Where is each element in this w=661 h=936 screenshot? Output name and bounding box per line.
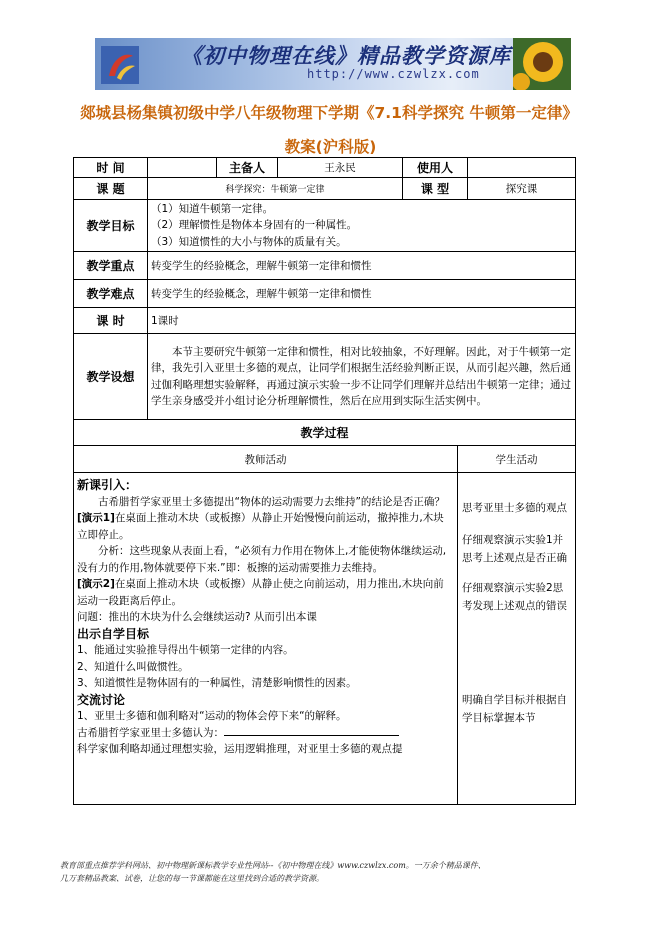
page-footer xyxy=(60,859,620,885)
self-study-heading: 出示自学目标 xyxy=(77,626,150,641)
self-study-goal: 1、能通过实验推导得出牛顿第一定律的内容。 xyxy=(77,644,294,656)
demo2-paragraph xyxy=(77,576,454,609)
type-value: 探究课 xyxy=(468,178,576,200)
user-label: 使用人 xyxy=(403,158,468,178)
demo1-text: 在桌面上推动木块（或板擦）从静止开始慢慢向前运动，撤掉推力,木块立即停止。 xyxy=(77,512,444,541)
footer-line: 教育部重点推荐学科网站、初中物理新课标教学专业性网站--《初中物理在线》www.czwlzx.com。一万余个精品课件、 xyxy=(60,861,486,870)
student-activity: 仔细观察演示实验2思考发现上述观点的错误 xyxy=(462,582,567,612)
banner-url[interactable]: http://www.czwlzx.com xyxy=(307,67,480,81)
topic-value: 科学探究：牛顿第一定律 xyxy=(148,178,403,200)
goal-item: （1）知道牛顿第一定律。 xyxy=(151,202,274,215)
document-title: 郯城县杨集镇初级中学八年级物理下学期《7.1科学探究 牛顿第一定律》 xyxy=(80,104,578,122)
demo2-tag: [演示2] xyxy=(77,578,115,590)
type-label: 课 型 xyxy=(403,178,468,200)
discussion-prompt: 古希腊哲学家亚里士多德认为： xyxy=(77,726,224,739)
discussion-item xyxy=(77,725,454,742)
goal-item: （2）理解惯性是物体本身固有的一种属性。 xyxy=(151,219,358,232)
goal-item: （3）知道惯性的大小与物体的质量有关。 xyxy=(151,235,347,248)
goals-label: 教学目标 xyxy=(74,200,148,252)
discussion-item: 1、亚里士多德和伽利略对“运动的物体会停下来“的解释。 xyxy=(77,710,347,722)
footer-line: 几万套精品教案、试卷，让您的每一节课都能在这里找到合适的教学资源。 xyxy=(60,874,324,883)
key-value: 转变学生的经验概念，理解牛顿第一定律和惯性 xyxy=(148,252,576,280)
user-value xyxy=(468,158,576,178)
time-label: 时 间 xyxy=(74,158,148,178)
goals-list xyxy=(148,200,576,252)
document-subtitle: 教案(沪科版) xyxy=(284,138,377,156)
teacher-activities xyxy=(74,473,458,805)
demo1-tag: [演示1] xyxy=(77,512,115,524)
key-label: 教学重点 xyxy=(74,252,148,280)
student-activity: 明确自学目标并根据自学目标掌握本节 xyxy=(462,694,567,724)
sunflower-icon xyxy=(513,38,571,90)
student-column-header: 学生活动 xyxy=(458,446,576,473)
site-logo-icon xyxy=(101,46,139,84)
teacher-column-header: 教师活动 xyxy=(74,446,458,473)
discussion-item: 科学家伽利略却通过理想实验，运用逻辑推理，对亚里士多德的观点提 xyxy=(77,743,403,755)
design-value: 本节主要研究牛顿第一定律和惯性，相对比较抽象，不好理解。因此，对于牛顿第一定律，我先引入亚里士多德的观点，让同学们根据生活经验判断正误，从而引起兴趣，然后通过伽利略理想实验解释，再通过演示实验一步不让同学们理解并总结出牛顿第一定律；通过学生亲身感受并小组讨论分析理解惯性，然后在应用到实际生活实例中。 xyxy=(148,334,576,420)
self-study-goal: 3、知道惯性是物体固有的一种属性，清楚影响惯性的因素。 xyxy=(77,677,357,689)
preparer-value: 王永民 xyxy=(278,158,403,178)
demo2-text: 在桌面上推动木块（或板擦）从静止使之向前运动，用力推出,木块向前运动一段距离后停止。 xyxy=(77,578,444,607)
student-activity: 思考亚里士多德的观点 xyxy=(462,502,567,514)
header-banner xyxy=(95,38,571,90)
preparer-label: 主备人 xyxy=(217,158,278,178)
hours-label: 课 时 xyxy=(74,308,148,334)
lesson-plan-table xyxy=(73,157,576,805)
process-title: 教学过程 xyxy=(74,420,576,446)
intro-heading: 新课引入： xyxy=(77,478,138,492)
intro-paragraph: 古希腊哲学家亚里士多德提出“物体的运动需要力去维持”的结论是否正确？ xyxy=(98,495,445,508)
hours-value: 1课时 xyxy=(148,308,576,334)
banner-title: 《初中物理在线》精品教学资源库 xyxy=(181,43,511,68)
demo1-paragraph xyxy=(77,510,454,543)
question-paragraph: 问题：推出的木块为什么会继续运动? 从而引出本课 xyxy=(77,611,317,623)
time-value xyxy=(148,158,217,178)
answer-blank[interactable] xyxy=(224,725,399,736)
student-activities xyxy=(458,473,576,805)
discussion-heading: 交流讨论 xyxy=(77,692,126,707)
difficulty-label: 教学难点 xyxy=(74,280,148,308)
self-study-goal: 2、知道什么叫做惯性。 xyxy=(77,660,189,673)
design-label: 教学设想 xyxy=(74,334,148,420)
analysis-paragraph: 分析：这些现象从表面上看，“必须有力作用在物体上,才能使物体继续运动,没有力的作用,物体就要停下来.”即：板擦的运动需要推力去维持。 xyxy=(77,545,447,574)
topic-label: 课 题 xyxy=(74,178,148,200)
difficulty-value: 转变学生的经验概念，理解牛顿第一定律和惯性 xyxy=(148,280,576,308)
student-activity: 仔细观察演示实验1并思考上述观点是否正确 xyxy=(462,534,567,564)
